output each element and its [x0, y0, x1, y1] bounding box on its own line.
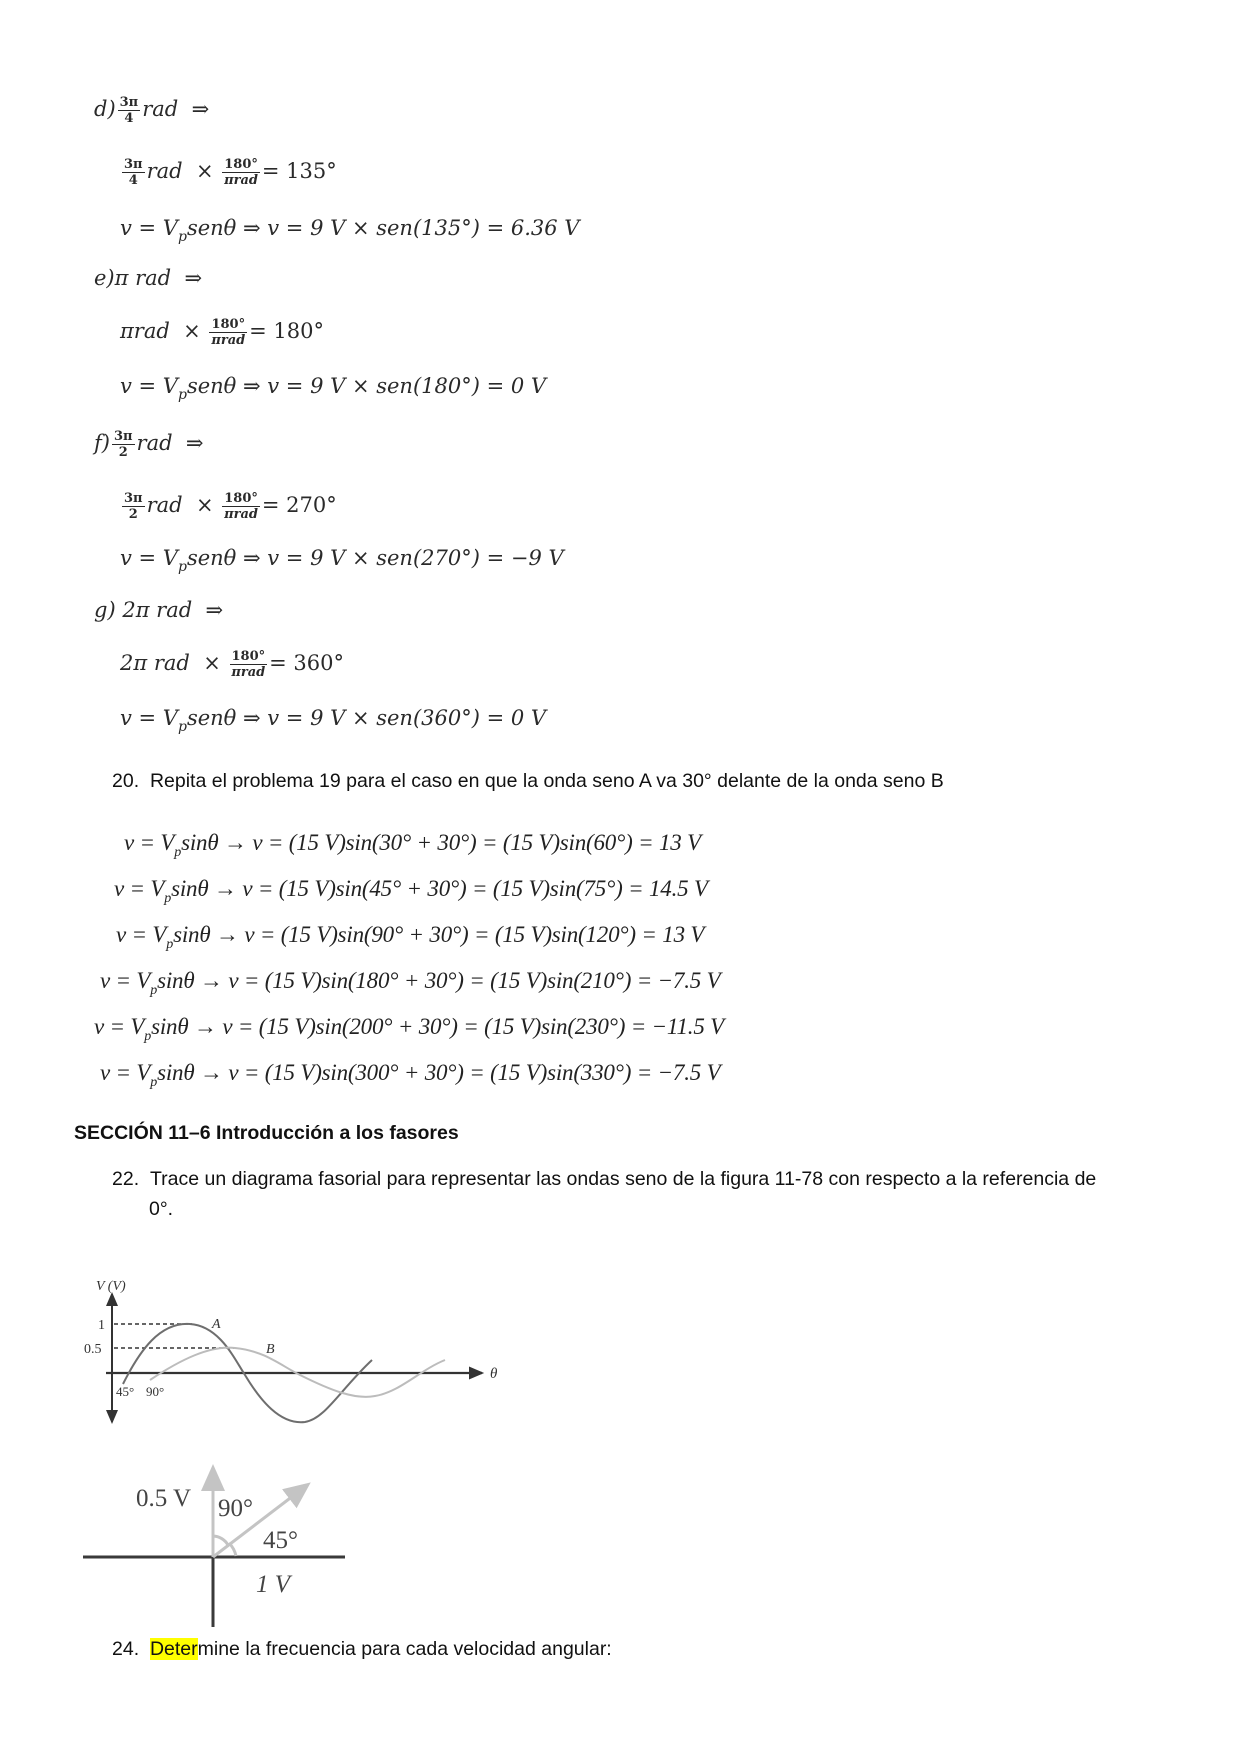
angle-arc-90: [213, 1536, 228, 1545]
part-f-heading: f) $\frac{3\pi}{2}$ rad ⇒: [94, 429, 204, 460]
conversion-result: = 135°: [261, 159, 337, 183]
part-e-equation: $v = V_psen\theta$ ⇒ v = 9 V × sen(180°) = 0 V: [120, 374, 547, 403]
problem-number: 22.: [112, 1168, 140, 1190]
angle-arc-45: [229, 1543, 236, 1556]
equation-result: senθ ⇒ v = 9 V × sen(135°) = 6.36 V: [186, 216, 580, 240]
problem-20: [112, 770, 944, 793]
part-g-equation: $v = V_psen\theta$ ⇒ v = 9 V × sen(360°) = 0 V: [120, 706, 547, 735]
conversion-fraction: $\frac{180^\circ}{\text{πrad}}$: [224, 491, 258, 522]
implies-arrow: ⇒: [191, 97, 210, 121]
label-45-deg: 45°: [263, 1527, 298, 1554]
angle-45-label: 45°: [116, 1384, 135, 1399]
fraction: $\frac{3\pi}{2}$: [124, 491, 143, 522]
part-label: d): [94, 97, 116, 121]
conversion-fraction: $\frac{180^\circ}{\text{πrad}}$: [224, 157, 258, 188]
problem-number: 20.: [112, 770, 140, 792]
equation-row: $v = V_p\sin\theta \to v = (15$ V)sin(300° + 30°) = (15 V)sin(330°) = −7.5 V: [100, 1060, 721, 1090]
fraction: $\frac{3\pi}{4}$: [124, 157, 143, 188]
label-0-5v: 0.5 V: [136, 1485, 192, 1512]
fraction: $\frac{3\pi}{2}$: [113, 429, 133, 460]
problem-number: 24.: [112, 1638, 140, 1660]
unit: rad: [142, 97, 179, 121]
problem-text: Trace un diagrama fasorial para representar las ondas seno de la figura 11-78 con respecto a la referencia de: [149, 1168, 1097, 1190]
conversion-fraction: $\frac{180^\circ}{\text{πrad}}$: [211, 317, 246, 348]
part-g-conversion: 2π rad × $\frac{180^\circ}{\text{πrad}}$ = 360°: [120, 649, 344, 680]
part-g-heading: g) 2π rad ⇒: [94, 598, 224, 622]
part-f-conversion: $\frac{3\pi}{2}$ rad × $\frac{180^\circ}{\text{πrad}}$ = 270°: [124, 491, 337, 522]
section-heading: SECCIÓN 11–6 Introducción a los fasores: [74, 1122, 459, 1144]
problem-text: mine la frecuencia para cada velocidad angular:: [197, 1638, 612, 1660]
sine-waves-figure: [70, 1250, 530, 1435]
implies-arrow: ⇒: [185, 431, 204, 455]
part-d-equation: $v = V_psen\theta$ ⇒ v = 9 V × sen(135°) = 6.36 V: [120, 216, 580, 245]
fraction: $\frac{3\pi}{4}$: [119, 95, 139, 126]
label-90-deg: 90°: [218, 1495, 253, 1522]
part-d-conversion: $\frac{3\pi}{4}$ rad × $\frac{180^\circ}{\text{πrad}}$ = 135°: [124, 157, 337, 188]
problem-text: Repita el problema 19 para el caso en que la onda seno A va 30° delante de la onda seno B: [149, 770, 944, 792]
wave-b-label: B: [266, 1342, 275, 1357]
equation-row: $v = V_p\sin\theta \to v = (15$ V)sin(200° + 30°) = (15 V)sin(230°) = −11.5 V: [94, 1014, 725, 1044]
equation-row: $v = V_p\sin\theta \to v = (15$ V)sin(45° + 30°) = (15 V)sin(75°) = 14.5 V: [114, 876, 708, 906]
equation-row: $v = V_p\sin\theta \to v = (15$ V)sin(30° + 30°) = (15 V)sin(60°) = 13 V: [124, 830, 701, 860]
equation-row: $v = V_p\sin\theta \to v = (15$ V)sin(180° + 30°) = (15 V)sin(210°) = −7.5 V: [100, 968, 721, 998]
problem-22: [112, 1168, 1096, 1191]
problem-22-continuation: 0°.: [149, 1198, 174, 1220]
part-d-heading: [94, 96, 209, 125]
conversion-fraction: $\frac{180^\circ}{\text{πrad}}$: [231, 649, 266, 680]
angle-90-label: 90°: [146, 1384, 165, 1399]
implies-arrow: ⇒: [184, 266, 203, 290]
part-e-heading: e)π rad ⇒: [94, 266, 203, 290]
theta-label: θ: [490, 1366, 498, 1382]
implies-arrow: ⇒: [205, 598, 224, 622]
label-1v: 1 V: [256, 1571, 291, 1598]
y-axis-label: V (V): [96, 1279, 126, 1294]
highlighted-text: Deter: [149, 1638, 198, 1660]
phasor-diagram: [60, 1440, 390, 1640]
tick-0-5: 0.5: [84, 1342, 102, 1357]
tick-1: 1: [98, 1318, 105, 1333]
wave-a-label: A: [212, 1317, 221, 1332]
equation-row: $v = V_p\sin\theta \to v = (15$ V)sin(90° + 30°) = (15 V)sin(120°) = 13 V: [116, 922, 705, 952]
problem-24: [112, 1638, 612, 1661]
part-e-conversion: πrad × $\frac{180^\circ}{\text{πrad}}$ = 180°: [120, 317, 324, 348]
part-f-equation: $v = V_psen\theta$ ⇒ v = 9 V × sen(270°) = −9 V: [120, 546, 564, 575]
